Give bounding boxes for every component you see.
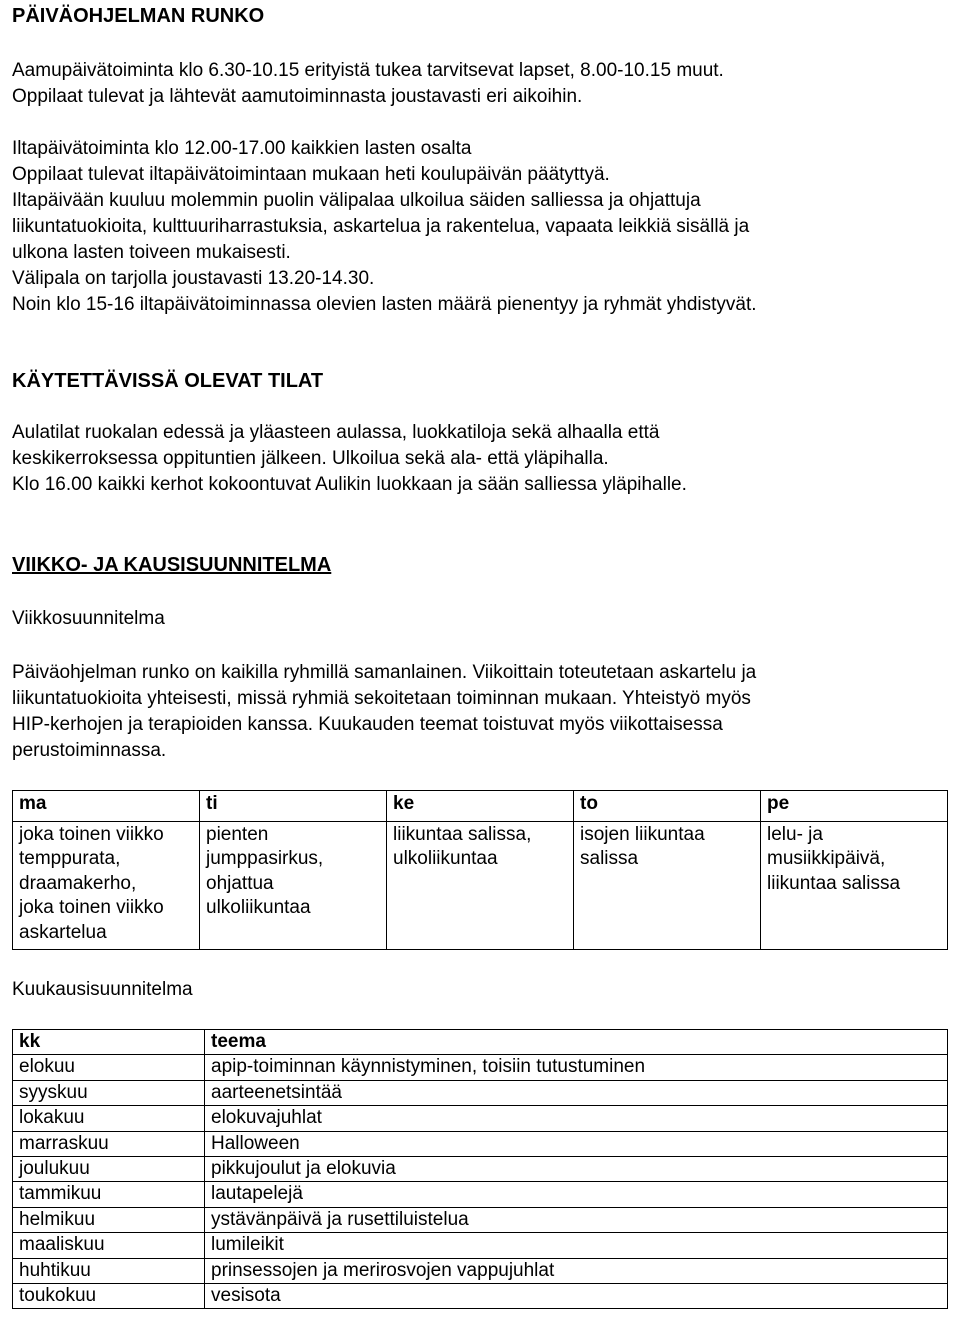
- week-cell-line: joka toinen viikko: [19, 823, 164, 845]
- week-cell-line: temppurata,: [19, 848, 121, 869]
- theme-cell: vesisota: [205, 1284, 948, 1309]
- week-cell-line: joka toinen viikko: [19, 897, 164, 918]
- week-cell-line: ulkoliikuntaa: [393, 848, 498, 869]
- table-row: [13, 1233, 948, 1258]
- week-header-ke: ke: [387, 791, 574, 822]
- week-cell-line: salissa: [580, 848, 639, 869]
- table-row: [13, 1182, 948, 1207]
- theme-cell: pikkujoulut ja elokuvia: [205, 1157, 948, 1182]
- week-cell-line: ulkoliikuntaa: [206, 897, 311, 918]
- table-row: [13, 1106, 948, 1131]
- month-header-teema: teema: [205, 1030, 948, 1055]
- theme-cell: elokuvajuhlat: [205, 1106, 948, 1131]
- theme-cell: prinsessojen ja merirosvojen vappujuhlat: [205, 1258, 948, 1283]
- week-text-line: HIP-kerhojen ja terapioiden kanssa. Kuukauden teemat toistuvat myös viikottaisessa: [12, 714, 723, 735]
- week-table-row: [13, 821, 948, 950]
- theme-cell: aarteenetsintää: [205, 1080, 948, 1105]
- afternoon-line: Oppilaat tulevat iltapäivätoimintaan mukaan heti koulupäivän päätyttyä.: [12, 164, 610, 185]
- week-cell-pe: [761, 821, 948, 950]
- section-title-suunnitelma: VIIKKO- JA KAUSISUUNNITELMA: [12, 554, 332, 576]
- week-cell-ke: [387, 821, 574, 950]
- week-cell-line: lelu- ja: [767, 823, 823, 845]
- month-table: [12, 1029, 948, 1309]
- month-cell: toukokuu: [13, 1284, 205, 1309]
- week-header-ti: ti: [200, 791, 387, 822]
- morning-line: Oppilaat tulevat ja lähtevät aamutoiminnasta joustavasti eri aikoihin.: [12, 86, 583, 107]
- month-cell: elokuu: [13, 1055, 205, 1080]
- week-text-line: Päiväohjelman runko on kaikilla ryhmillä samanlainen. Viikoittain toteutetaan askartelu ja: [12, 662, 757, 683]
- table-row: [13, 1157, 948, 1182]
- month-cell: huhtikuu: [13, 1258, 205, 1283]
- week-cell-line: liikuntaa salissa: [767, 872, 901, 894]
- week-cell-line: ohjattua: [206, 872, 274, 894]
- month-cell: tammikuu: [13, 1182, 205, 1207]
- week-cell-line: draamakerho,: [19, 872, 137, 894]
- afternoon-line: Noin klo 15-16 iltapäivätoiminnassa olevien lasten määrä pienentyy ja ryhmät yhdistyvät.: [12, 294, 757, 315]
- tilat-line: keskikerroksessa oppituntien jälkeen. Ulkoilua sekä ala- että yläpihalla.: [12, 448, 609, 469]
- week-cell-line: jumppasirkus,: [206, 848, 324, 869]
- month-cell: joulukuu: [13, 1157, 205, 1182]
- theme-cell: apip-toiminnan käynnistyminen, toisiin tutustuminen: [205, 1055, 948, 1080]
- month-heading: Kuukausisuunnitelma: [12, 979, 193, 1000]
- theme-cell: lautapelejä: [205, 1182, 948, 1207]
- table-row: [13, 1258, 948, 1283]
- week-cell-line: pienten: [206, 823, 269, 845]
- table-row: [13, 1055, 948, 1080]
- week-text-line: liikuntatuokioita yhteisesti, missä ryhmiä sekoitetaan toiminnan mukaan. Yhteistyö myös: [12, 688, 751, 709]
- week-cell-line: liikuntaa salissa,: [393, 823, 532, 845]
- week-text-line: perustoiminnassa.: [12, 740, 167, 761]
- theme-cell: Halloween: [205, 1131, 948, 1156]
- month-table-header-row: [13, 1030, 948, 1055]
- afternoon-line: Iltapäivätoiminta klo 12.00-17.00 kaikkien lasten osalta: [12, 138, 472, 159]
- week-header-to: to: [574, 791, 761, 822]
- table-row: [13, 1131, 948, 1156]
- week-cell-ti: [200, 821, 387, 950]
- morning-line: Aamupäivätoiminta klo 6.30-10.15 erityistä tukea tarvitsevat lapset, 8.00-10.15 muut.: [12, 60, 724, 81]
- section-title-runko: PÄIVÄOHJELMAN RUNKO: [12, 5, 265, 27]
- table-row: [13, 1080, 948, 1105]
- section-title-tilat: KÄYTETTÄVISSÄ OLEVAT TILAT: [12, 370, 324, 392]
- week-cell-line: askartelua: [19, 921, 107, 943]
- afternoon-line: Iltapäivään kuuluu molemmin puolin välipalaa ulkoilua säiden salliessa ja ohjattuja: [12, 190, 701, 211]
- week-cell-ma: [13, 821, 200, 950]
- month-cell: maaliskuu: [13, 1233, 205, 1258]
- week-cell-line: isojen liikuntaa: [580, 823, 705, 845]
- theme-cell: ystävänpäivä ja rusettiluistelua: [205, 1207, 948, 1232]
- week-header-ma: ma: [13, 791, 200, 822]
- month-cell: helmikuu: [13, 1207, 205, 1232]
- afternoon-line: ulkona lasten toiveen mukaisesti.: [12, 242, 291, 263]
- week-table-header-row: [13, 791, 948, 822]
- month-cell: lokakuu: [13, 1106, 205, 1131]
- tilat-line: Klo 16.00 kaikki kerhot kokoontuvat Aulikin luokkaan ja sään salliessa yläpihalle.: [12, 474, 687, 495]
- week-cell-to: [574, 821, 761, 950]
- week-cell-line: musiikkipäivä,: [767, 848, 886, 869]
- table-row: [13, 1284, 948, 1309]
- week-table: [12, 790, 948, 950]
- month-cell: syyskuu: [13, 1080, 205, 1105]
- month-header-kk: kk: [13, 1030, 205, 1055]
- month-cell: marraskuu: [13, 1131, 205, 1156]
- theme-cell: lumileikit: [205, 1233, 948, 1258]
- tilat-line: Aulatilat ruokalan edessä ja yläasteen aulassa, luokkatiloja sekä alhaalla että: [12, 422, 660, 443]
- afternoon-line: Välipala on tarjolla joustavasti 13.20-14.30.: [12, 268, 375, 289]
- week-heading: Viikkosuunnitelma: [12, 608, 165, 629]
- table-row: [13, 1207, 948, 1232]
- week-header-pe: pe: [761, 791, 948, 822]
- afternoon-line: liikuntatuokioita, kulttuuriharrastuksia, askartelua ja rakentelua, vapaata leikkiä sisällä ja: [12, 216, 750, 237]
